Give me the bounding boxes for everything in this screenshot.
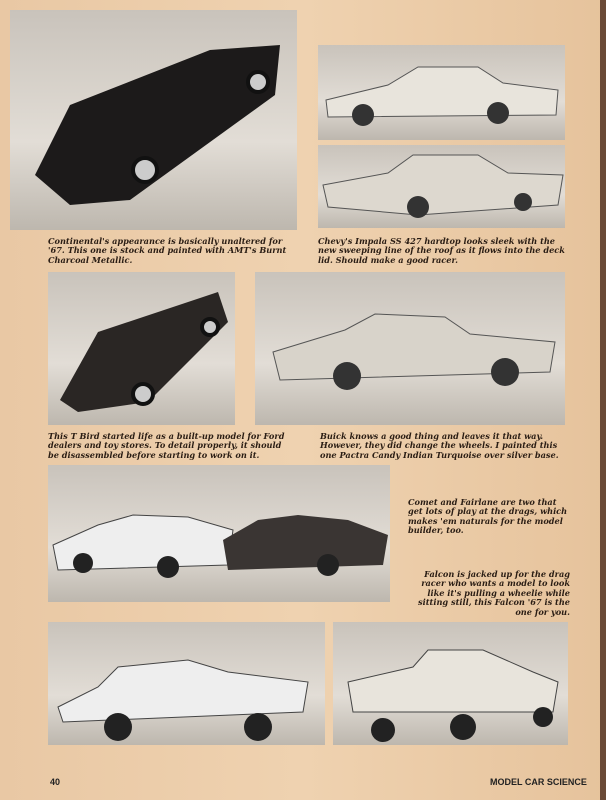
photo-impala-side — [318, 45, 565, 140]
photo-impala-front — [318, 145, 565, 228]
caption-continental: Continental's appearance is basically unaltered for '67. This one is stock and painted with AMT's Burnt Charcoal Metallic. — [48, 236, 287, 265]
photo-falcon-vulture-side — [48, 622, 325, 745]
photo-comet-fairlane — [48, 465, 390, 602]
photo-tbird — [48, 272, 235, 425]
photo-continental — [10, 10, 297, 230]
caption-comet: Comet and Fairlane are two that get lots of play at the drags, which makes 'em naturals for the model builder, too. — [408, 497, 568, 536]
page-number: 40 — [50, 777, 61, 787]
photo-buick — [255, 272, 565, 425]
page-edge — [600, 0, 606, 800]
photo-falcon-vulture-front — [333, 622, 568, 745]
magazine-title: MODEL CAR SCIENCE — [490, 777, 587, 787]
caption-falcon: Falcon is jacked up for the drag racer who wants a model to look like it's pulling a wheelie while sitting still, this Falcon '67 is the one for you. — [418, 569, 570, 617]
caption-impala: Chevy's Impala SS 427 hardtop looks sleek with the new sweeping line of the roof as it flows into the deck lid. Should make a good racer. — [318, 236, 565, 265]
caption-buick: Buick knows a good thing and leaves it that way. However, they did change the wheels. I painted this one Pactra Candy Indian Turquoise over silver base. — [320, 431, 559, 460]
caption-tbird: This T Bird started life as a built-up model for Ford dealers and toy stores. To detail properly, it should be disassembled before starting to work on it. — [48, 431, 285, 460]
